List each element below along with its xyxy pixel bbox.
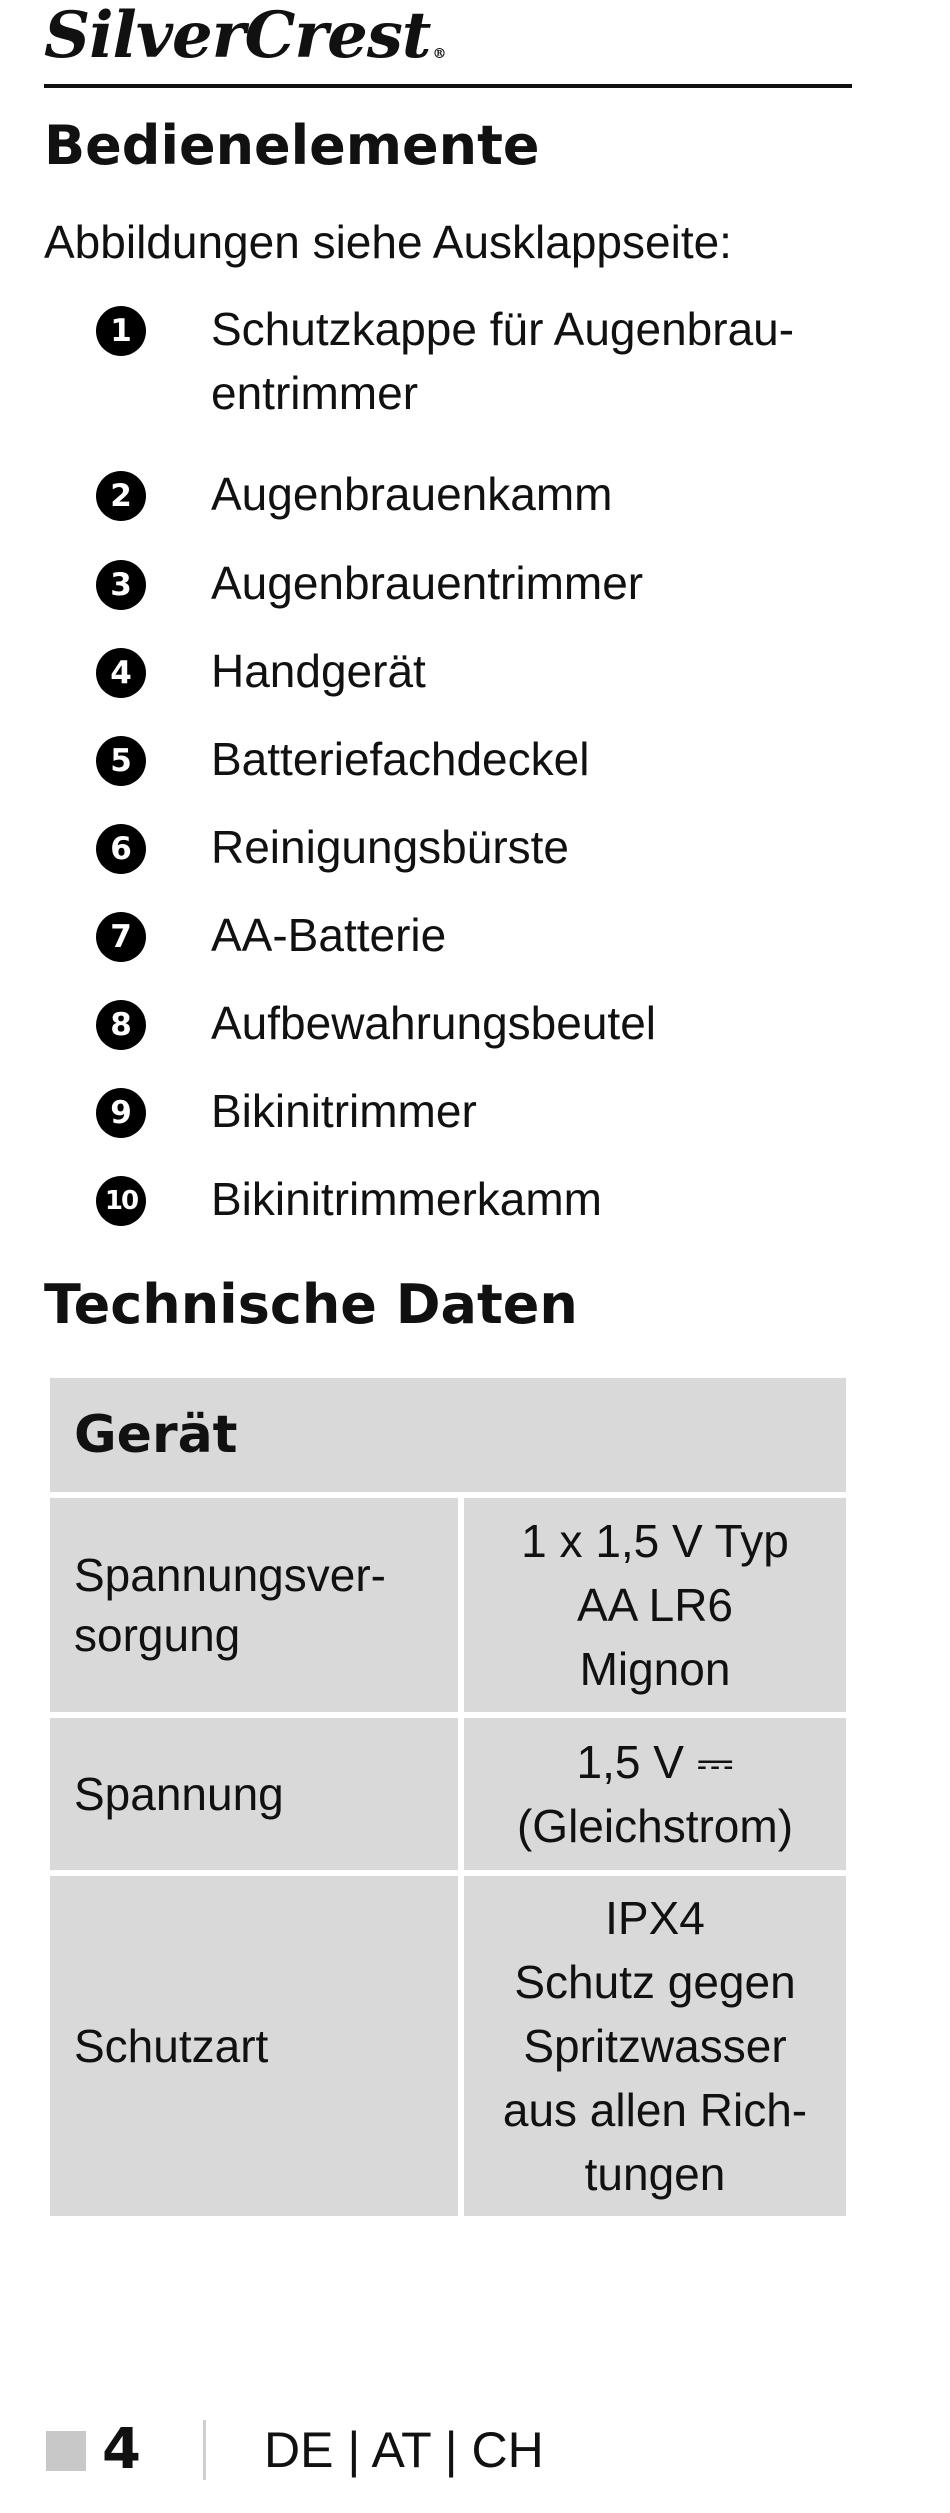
footer-marker (46, 2431, 86, 2471)
item-number-badge: 9 (96, 1088, 146, 1138)
item-label: Batteriefachdeckel (211, 733, 590, 785)
row-label-text: Spannungsver- sorgung (74, 1549, 386, 1661)
item-number-badge: 1 (96, 306, 146, 356)
row-value-text: IPX4 Schutz gegen Spritzwasser aus allen Rich- tungen (502, 1892, 808, 2200)
item-label: AA-Batterie (211, 909, 447, 961)
footer-divider (203, 2420, 206, 2480)
item-number-badge: 5 (96, 736, 146, 786)
country-codes: DE | AT | CH (264, 2422, 544, 2478)
row-label-text: Schutzart (74, 2020, 269, 2072)
item-label: Reinigungsbürste (211, 821, 570, 873)
item-number-badge: 6 (96, 824, 146, 874)
item-number-badge: 3 (96, 560, 146, 610)
row-label-text: Spannung (74, 1768, 284, 1820)
item-number-badge: 10 (96, 1176, 146, 1226)
tech-data-heading: Technische Daten (44, 1273, 578, 1336)
item-label: Handgerät (211, 645, 426, 697)
table-row-label (50, 1498, 458, 1712)
item-number-badge: 7 (96, 912, 146, 962)
table-row-value (464, 1876, 846, 2216)
controls-intro: Abbildungen siehe Ausklappseite: (44, 216, 732, 268)
table-row-value (464, 1718, 846, 1870)
registered-mark: ® (432, 46, 446, 62)
item-label: Augenbrauenkamm (211, 468, 613, 520)
item-label: Bikinitrimmerkamm (211, 1173, 602, 1225)
item-label: Schutzkappe für Augenbrau- entrimmer (211, 303, 795, 419)
item-label: Bikinitrimmer (211, 1085, 477, 1137)
header-rule (44, 84, 852, 88)
item-number-badge: 8 (96, 1000, 146, 1050)
item-label: Augenbrauentrimmer (211, 557, 644, 609)
page-number: 4 (102, 2417, 141, 2482)
controls-heading: Bedienelemente (44, 114, 540, 177)
brand-name: SilverCrest (44, 0, 431, 73)
item-number-badge: 4 (96, 648, 146, 698)
brand-logo (44, 0, 445, 72)
item-number-badge: 2 (96, 471, 146, 521)
item-label: Aufbewahrungsbeutel (211, 997, 656, 1049)
row-value-text: 1 x 1,5 V Typ AA LR6 Mignon (521, 1515, 789, 1695)
table-header: Gerät (50, 1378, 846, 1492)
table-row-value (464, 1498, 846, 1712)
row-value-text: 1,5 V ⎓ (Gleichstrom) (516, 1736, 794, 1852)
table-row-label (50, 1876, 458, 2216)
table-row-label (50, 1718, 458, 1870)
